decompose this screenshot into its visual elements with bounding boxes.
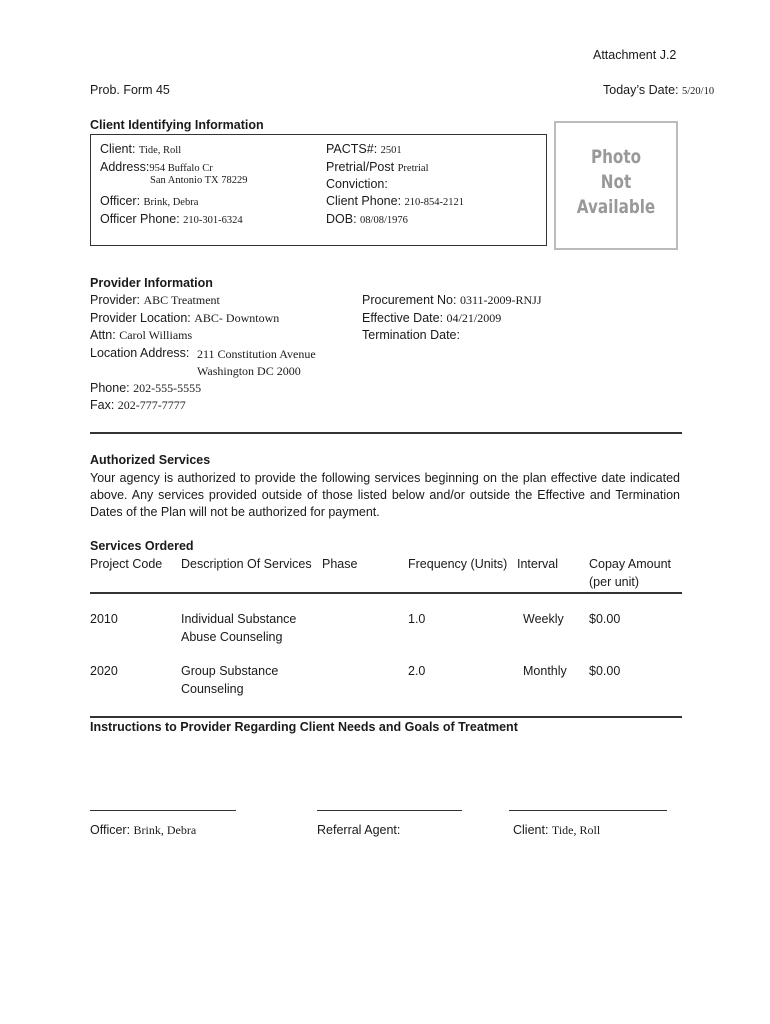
- attachment-label: Attachment J.2: [593, 48, 677, 62]
- col-header-copay-unit: (per unit): [589, 575, 640, 589]
- client-signature-name: Tide, Roll: [551, 823, 601, 837]
- date-value: 5/20/10: [682, 86, 715, 97]
- form-name: Prob. Form 45: [90, 83, 170, 97]
- provider-location-row: [90, 311, 279, 326]
- client-phone-row: [326, 194, 464, 208]
- pacts-row: [326, 142, 402, 156]
- procurement-value: 0311-2009-RNJJ: [459, 293, 542, 307]
- col-header-phase: Phase: [322, 557, 358, 571]
- photo-text-line3: Available: [576, 196, 656, 218]
- phone-value: 202-555-5555: [133, 381, 202, 395]
- row-code: 2020: [90, 664, 118, 678]
- row-code: 2010: [90, 612, 118, 626]
- officer-signature-line: [90, 810, 236, 811]
- row-description-line2: Abuse Counseling: [181, 630, 283, 644]
- client-signature-label: Client:: [513, 823, 549, 837]
- dob-value: 08/08/1976: [360, 215, 408, 226]
- table-header-rule: [90, 592, 682, 594]
- client-signature: [513, 823, 600, 838]
- officer-phone-row: [100, 212, 243, 226]
- provider-row: [90, 293, 220, 308]
- pretrial-label: Pretrial/Post: [326, 160, 395, 174]
- authorized-services-title: Authorized Services: [90, 453, 211, 467]
- col-header-frequency: Frequency (Units): [408, 557, 508, 571]
- row-frequency: 2.0: [408, 664, 426, 678]
- pretrial-row: [326, 160, 428, 174]
- fax-label: Fax:: [90, 398, 115, 412]
- procurement-row: [362, 293, 542, 308]
- client-signature-line: [509, 810, 667, 811]
- fax-row: [90, 398, 186, 413]
- col-header-copay: Copay Amount: [589, 557, 671, 571]
- photo-text-line2: Not: [600, 171, 632, 193]
- row-frequency: 1.0: [408, 612, 426, 626]
- referral-signature-line: [317, 810, 462, 811]
- officer-value: Brink, Debra: [143, 197, 199, 208]
- date-label: Today’s Date:: [603, 83, 679, 97]
- effective-date-row: [362, 311, 501, 326]
- officer-signature-name: Brink, Debra: [133, 823, 197, 837]
- officer-phone-value: 210-301-6324: [183, 215, 243, 226]
- location-address-label: Location Address:: [90, 346, 190, 360]
- photo-text-line1: Photo: [590, 146, 642, 168]
- officer-row: [100, 194, 198, 208]
- client-row: [100, 142, 181, 156]
- officer-label: Officer:: [100, 194, 141, 208]
- location-address-line2: Washington DC 2000: [197, 364, 301, 378]
- termination-date-label: Termination Date:: [362, 328, 460, 342]
- instructions-title: Instructions to Provider Regarding Client Needs and Goals of Treatment: [90, 720, 518, 734]
- col-header-interval: Interval: [517, 557, 558, 571]
- dob-label: DOB:: [326, 212, 357, 226]
- effective-date-value: 04/21/2009: [446, 311, 502, 325]
- row-description-line1: Group Substance: [181, 664, 279, 678]
- row-copay: $0.00: [589, 612, 621, 626]
- fax-value: 202-777-7777: [117, 398, 186, 412]
- row-copay: $0.00: [589, 664, 621, 678]
- address-label: Address:: [100, 160, 150, 174]
- provider-location-value: ABC- Downtown: [194, 311, 280, 325]
- client-phone-value: 210-854-2121: [404, 197, 465, 208]
- officer-signature-label: Officer:: [90, 823, 131, 837]
- section-divider-1: [90, 432, 682, 434]
- phone-row: [90, 381, 201, 396]
- col-header-description: Description Of Services: [181, 557, 312, 571]
- client-phone-label: Client Phone:: [326, 194, 402, 208]
- row-interval: Weekly: [523, 612, 564, 626]
- address-line1: 954 Buffalo Cr: [149, 163, 213, 174]
- services-ordered-title: Services Ordered: [90, 539, 194, 553]
- section-divider-2: [90, 716, 682, 718]
- conviction-label: Conviction:: [326, 177, 388, 191]
- client-label: Client:: [100, 142, 136, 156]
- officer-signature: [90, 823, 196, 838]
- attn-label: Attn:: [90, 328, 116, 342]
- attn-row: [90, 328, 192, 343]
- effective-date-label: Effective Date:: [362, 311, 444, 325]
- provider-value: ABC Treatment: [143, 293, 220, 307]
- phone-label: Phone:: [90, 381, 130, 395]
- officer-phone-label: Officer Phone:: [100, 212, 180, 226]
- client-section-title: Client Identifying Information: [90, 118, 264, 132]
- address-line2: San Antonio TX 78229: [150, 175, 248, 186]
- todays-date: [603, 83, 714, 97]
- procurement-label: Procurement No:: [362, 293, 457, 307]
- referral-agent-label: Referral Agent:: [317, 823, 401, 837]
- dob-row: [326, 212, 408, 226]
- col-header-code: Project Code: [90, 557, 163, 571]
- photo-placeholder: [554, 121, 678, 250]
- client-value: Tide, Roll: [138, 145, 182, 156]
- provider-location-label: Provider Location:: [90, 311, 191, 325]
- location-address-line1: 211 Constitution Avenue: [197, 347, 316, 361]
- authorized-services-paragraph: Your agency is authorized to provide the following services beginning on the plan effective date indicated above. Any services provided outside of those listed below and/or outside the Effective and Termination Dates of the Plan will not be authorized for payment.: [90, 471, 680, 519]
- row-interval: Monthly: [523, 664, 567, 678]
- provider-label: Provider:: [90, 293, 141, 307]
- row-description-line1: Individual Substance: [181, 612, 297, 626]
- address-row: [100, 160, 213, 174]
- pacts-label: PACTS#:: [326, 142, 378, 156]
- row-description-line2: Counseling: [181, 682, 244, 696]
- pacts-value: 2501: [380, 145, 402, 156]
- pretrial-value: Pretrial: [397, 163, 429, 174]
- provider-section-title: Provider Information: [90, 276, 213, 290]
- attn-value: Carol Williams: [119, 328, 193, 342]
